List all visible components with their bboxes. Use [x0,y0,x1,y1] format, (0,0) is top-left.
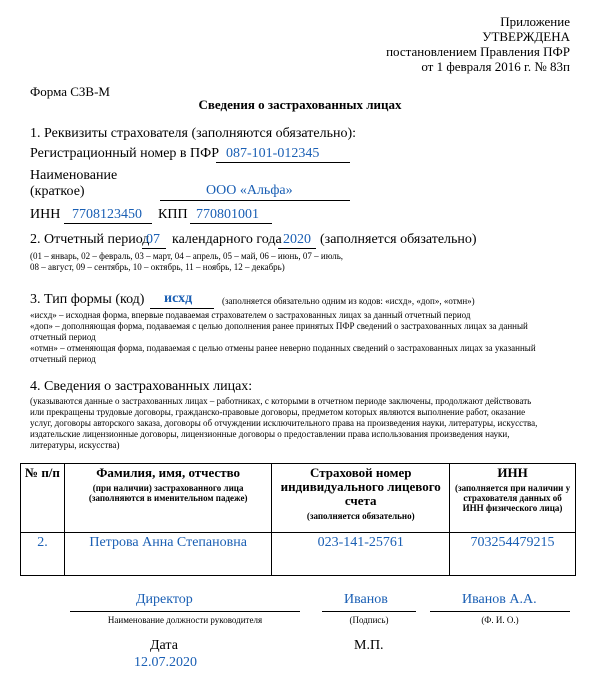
year-value[interactable]: 2020 [283,232,311,247]
section1-heading: 1. Реквизиты страхователя (заполняются обязательно): [30,126,356,141]
header-fio-label: Фамилия, имя, отчество [96,465,241,480]
header-inn-label: ИНН [497,465,528,480]
name-underline [160,200,350,201]
row-snils[interactable]: 023-141-25761 [272,533,450,576]
approval-line-2: УТВЕРЖДЕНА [482,29,570,44]
period-required-note: (заполняется обязательно) [320,232,477,247]
signature-caption: (Подпись) [349,615,389,625]
approval-line-3: постановлением Правления ПФР [386,44,570,59]
inn-label: ИНН [30,207,61,222]
section4-desc-4: издательские лицензионные договоры, лицензионные договоры о предоставлении права использования произведения науки, [30,429,510,439]
header-fio-sub: (при наличии) застрахованного лица (заполняются в именительном падеже) [88,483,248,503]
period-value[interactable]: 07 [146,232,160,247]
position-underline [70,611,300,612]
form-type-desc-4: «отмн» – отменяющая форма, подаваемая с целью отмены ранее неверно поданных сведений о застрахованных лицах за указанный [30,343,536,353]
date-label: Дата [150,638,178,653]
kpp-value[interactable]: 770801001 [196,207,259,222]
approval-line-1: Приложение [500,14,570,29]
year-underline [278,248,316,249]
name-label: Наименование [30,168,118,183]
insured-persons-table [20,463,576,576]
approval-line-4: от 1 февраля 2016 г. № 83п [421,59,570,74]
form-name: Форма СЗВ-М [30,84,110,99]
position-value[interactable]: Директор [136,592,193,607]
header-snils [272,464,450,533]
table-header-row [21,464,576,533]
section4-heading: 4. Сведения о застрахованных лицах: [30,379,253,394]
header-inn-sub: (заполняется при наличии у страхователя данных об ИНН физического лица) [454,483,571,513]
document-title: Сведения о застрахованных лицах [198,97,402,112]
header-fio [64,464,271,533]
inn-underline [64,223,152,224]
header-snils-label: Страховой номер индивидуального лицевого счета [280,465,441,508]
row-fio[interactable]: Петрова Анна Степановна [64,533,271,576]
reg-number-label: Регистрационный номер в ПФР [30,146,219,161]
kpp-label: КПП [158,207,188,222]
head-fio-caption: (Ф. И. О.) [481,615,519,625]
row-inn[interactable]: 703254479215 [450,533,576,576]
header-snils-sub: (заполняется обязательно) [306,511,415,521]
section4-desc-5: литературы, искусства) [30,440,120,450]
period-hint-1: (01 – январь, 02 – февраль, 03 – март, 04 – апрель, 05 – май, 06 – июнь, 07 – июль, [30,251,344,261]
signature-underline [322,611,416,612]
form-type-underline [150,308,214,309]
header-number [21,464,65,533]
name-label-short: (краткое) [30,184,85,199]
section4-desc-1: (указываются данные о застрахованных лицах – работниках, с которыми в отчетном периоде заключены, продолжают действовать [30,396,532,406]
head-fio-value[interactable]: Иванов А.А. [462,592,537,607]
period-label: 2. Отчетный период [30,232,150,247]
header-number-label: № п/п [25,465,60,480]
form-type-value[interactable]: исхд [164,291,193,306]
name-value[interactable]: ООО «Альфа» [206,183,293,198]
section4-desc-3: услуг, договоры авторского заказа, договоры об отчуждении исключительного права на произведения науки, литературы, искусства, [30,418,538,428]
form-type-desc-3: отчетный период [30,332,96,342]
date-value[interactable]: 12.07.2020 [134,655,197,670]
period-hint-2: 08 – август, 09 – сентябрь, 10 – октябрь, 11 – ноябрь, 12 – декабрь) [30,262,285,272]
form-type-note: (заполняется обязательно одним из кодов: «исхд», «доп», «отмн») [222,296,475,306]
inn-value[interactable]: 7708123450 [72,207,142,222]
section4-desc-2: или прекращены трудовые договоры, гражданско-правовые договоры, предметом которых являются выполнение работ, оказание [30,407,526,417]
signature-value[interactable]: Иванов [344,592,388,607]
form-type-label: 3. Тип формы (код) [30,292,145,307]
reg-number-value[interactable]: 087-101-012345 [226,146,320,161]
reg-number-underline [216,162,350,163]
header-inn [450,464,576,533]
form-type-desc-1: «исхд» – исходная форма, впервые подаваемая страхователем о застрахованных лицах за данный отчетный период [30,310,471,320]
form-type-desc-2: «доп» – дополняющая форма, подаваемая с целью дополнения ранее принятых ПФР сведений о застрахованных лицах за данный [30,321,528,331]
head-fio-underline [430,611,570,612]
year-label: календарного года [172,232,282,247]
stamp-place-label: М.П. [354,638,384,653]
table-row [21,533,576,576]
position-caption: Наименование должности руководителя [107,615,263,625]
row-number[interactable]: 2. [21,533,65,576]
kpp-underline [190,223,272,224]
period-underline [142,248,166,249]
form-type-desc-5: отчетный период [30,354,96,364]
approval-block [386,14,570,74]
